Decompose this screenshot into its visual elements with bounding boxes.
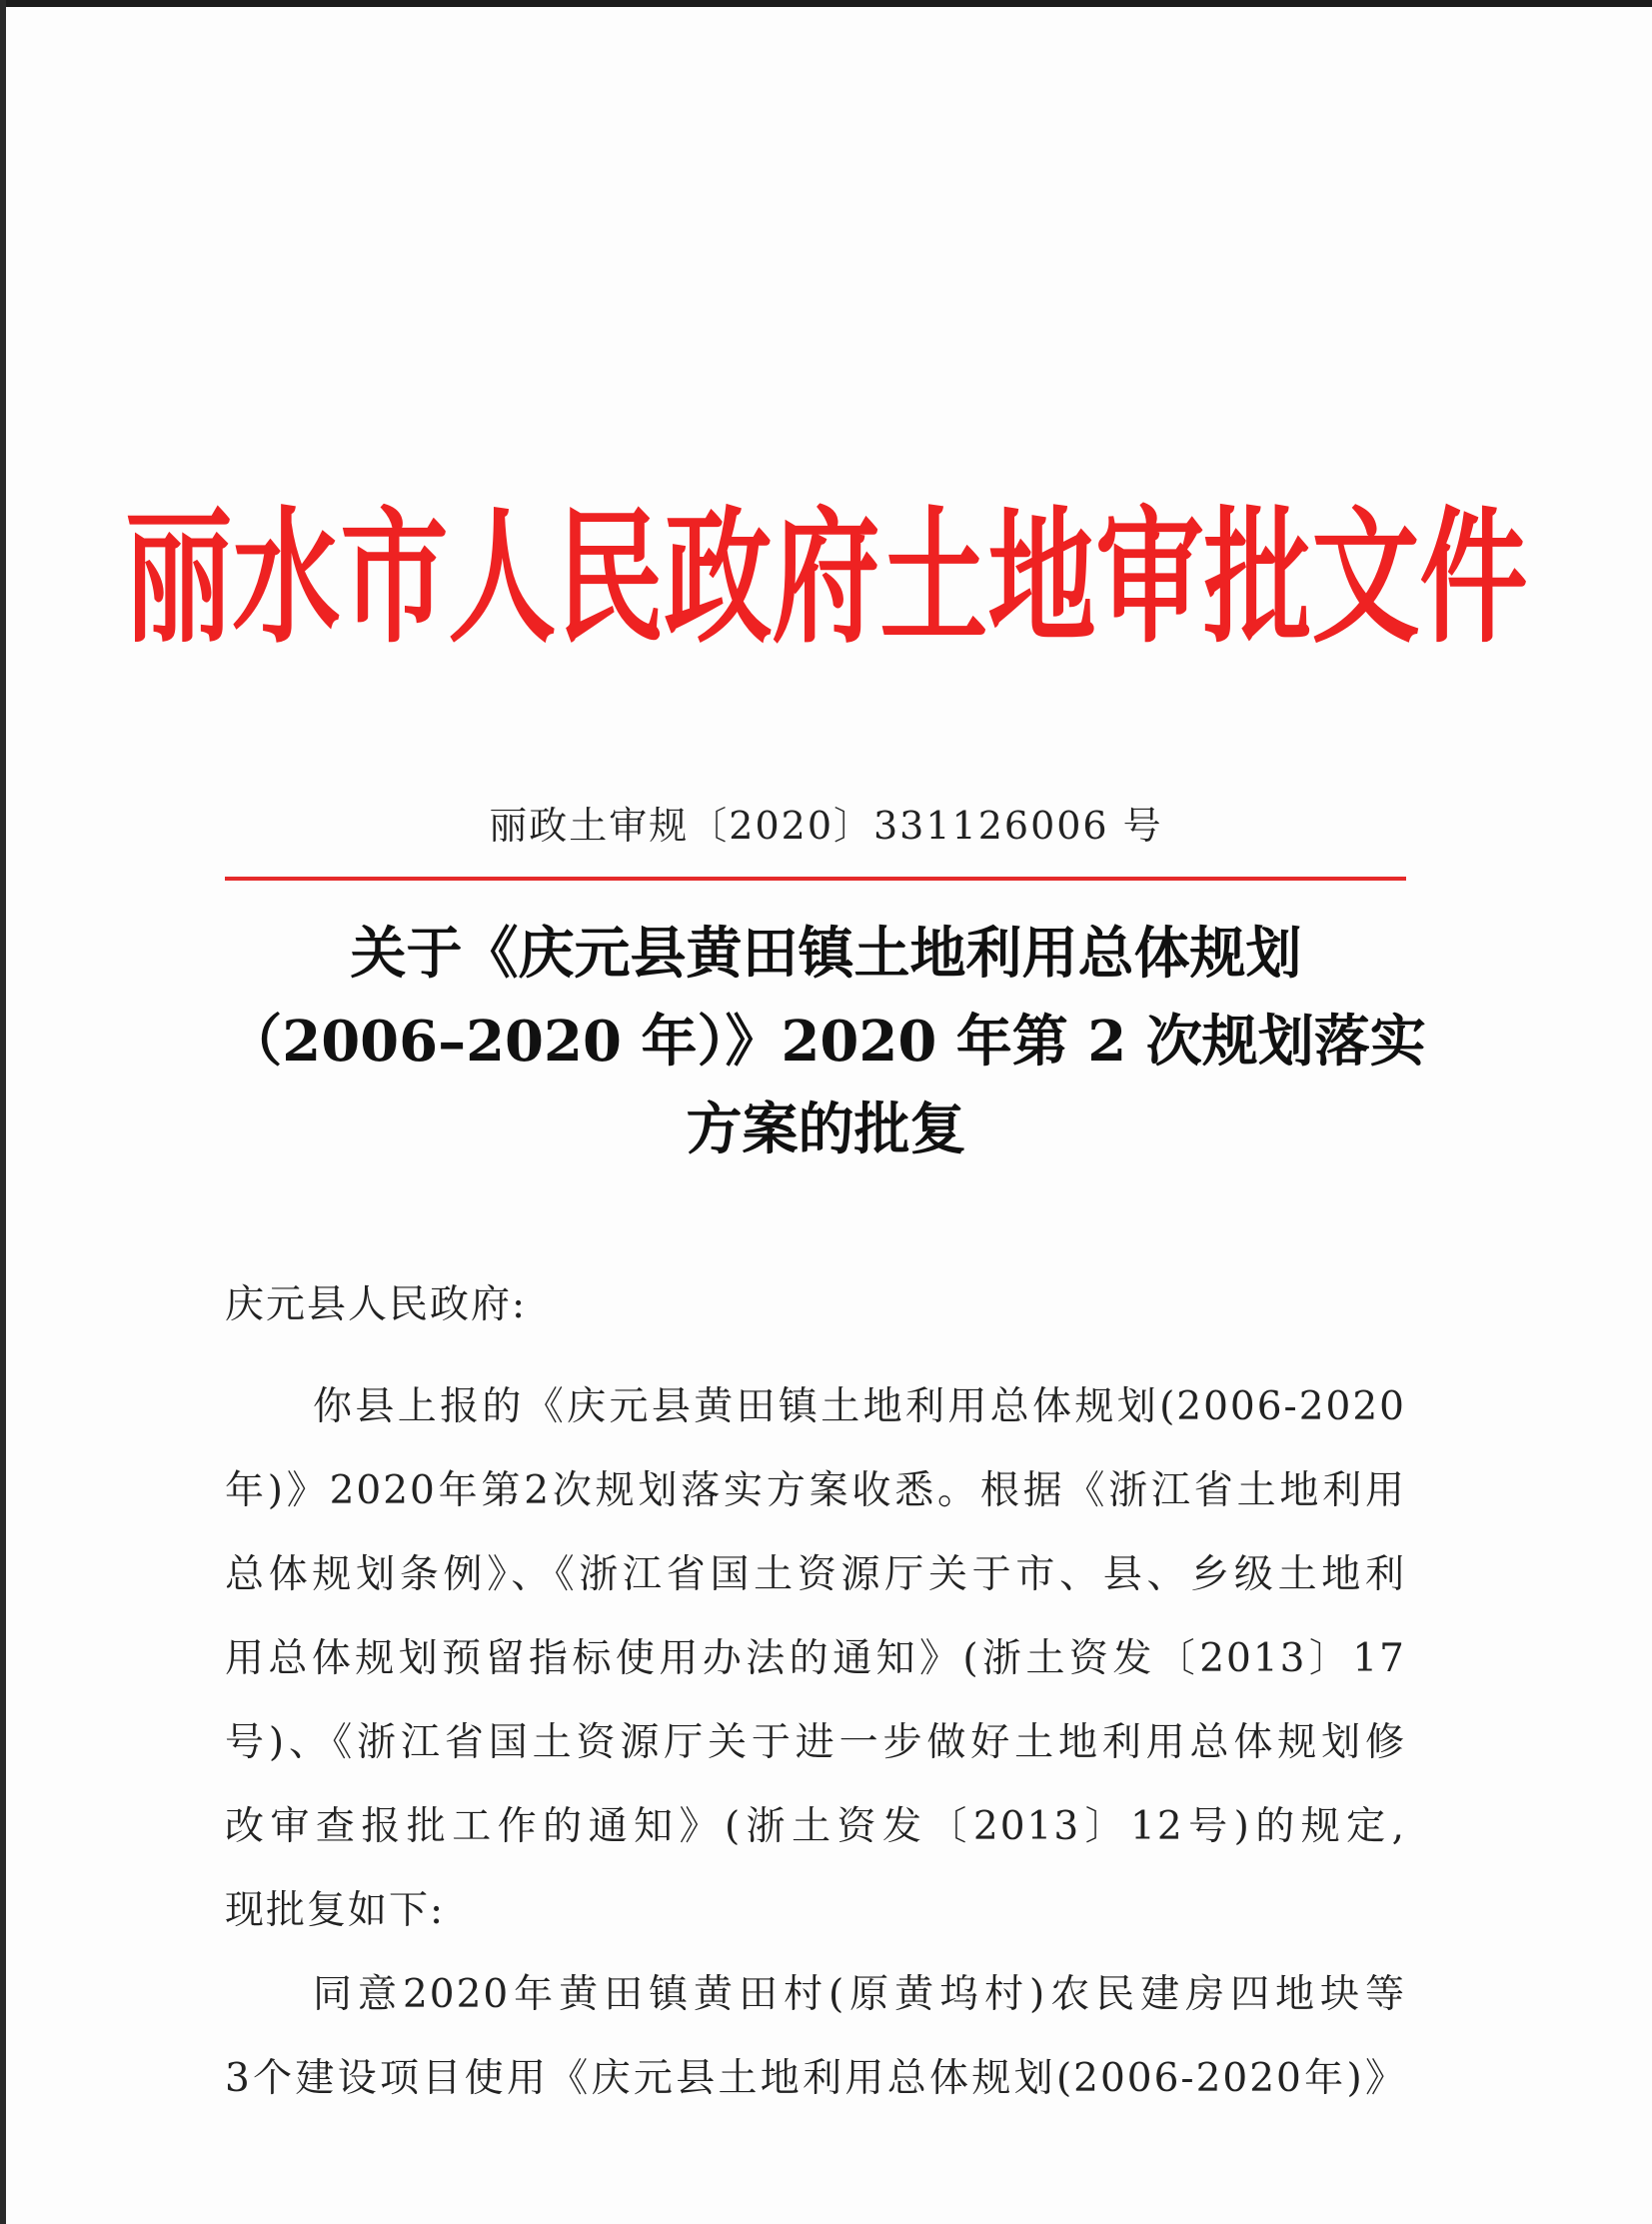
masthead-text: 丽水市人民政府土地审批文件 — [124, 494, 1528, 664]
paragraph-1-line-6: 改审查报批工作的通知》(浙土资发〔2013〕12号)的规定, — [225, 1804, 1406, 1849]
document-number: 丽政土审规〔2020〕331126006 号 — [489, 804, 1163, 848]
title-line-2: （2006–2020 年）》2020 年第 2 次规划落实 — [226, 1009, 1426, 1075]
scan-top-edge — [0, 0, 1652, 7]
masthead-title — [0, 494, 1652, 664]
paragraph-1-line-7: 现批复如下: — [225, 1888, 446, 1933]
body-text — [225, 1365, 1406, 2121]
red-divider-line — [225, 877, 1406, 881]
document-title — [200, 910, 1452, 1173]
paragraph-1-line-2: 年)》2020年第2次规划落实方案收悉。根据《浙江省土地利用 — [225, 1468, 1406, 1513]
paragraph-1-line-3: 总体规划条例》、《浙江省国土资源厅关于市、县、乡级土地利 — [225, 1552, 1406, 1597]
paragraph-1-line-5: 号)、《浙江省国土资源厅关于进一步做好土地利用总体规划修 — [225, 1720, 1406, 1765]
paragraph-2-line-1: 同意2020年黄田镇黄田村(原黄坞村)农民建房四地块等 — [313, 1972, 1406, 2017]
title-line-3: 方案的批复 — [686, 1097, 966, 1162]
paragraph-1-line-1: 你县上报的《庆元县黄田镇土地利用总体规划(2006-2020 — [313, 1384, 1406, 1429]
paragraph-2-line-2: 3个建设项目使用《庆元县土地利用总体规划(2006-2020年)》 — [225, 2056, 1406, 2101]
scan-left-edge — [0, 0, 6, 2224]
title-line-1: 关于《庆元县黄田镇土地利用总体规划 — [350, 921, 1302, 987]
paragraph-1-line-4: 用总体规划预留指标使用办法的通知》(浙土资发〔2013〕17 — [225, 1636, 1406, 1681]
salutation: 庆元县人民政府: — [225, 1282, 528, 1327]
